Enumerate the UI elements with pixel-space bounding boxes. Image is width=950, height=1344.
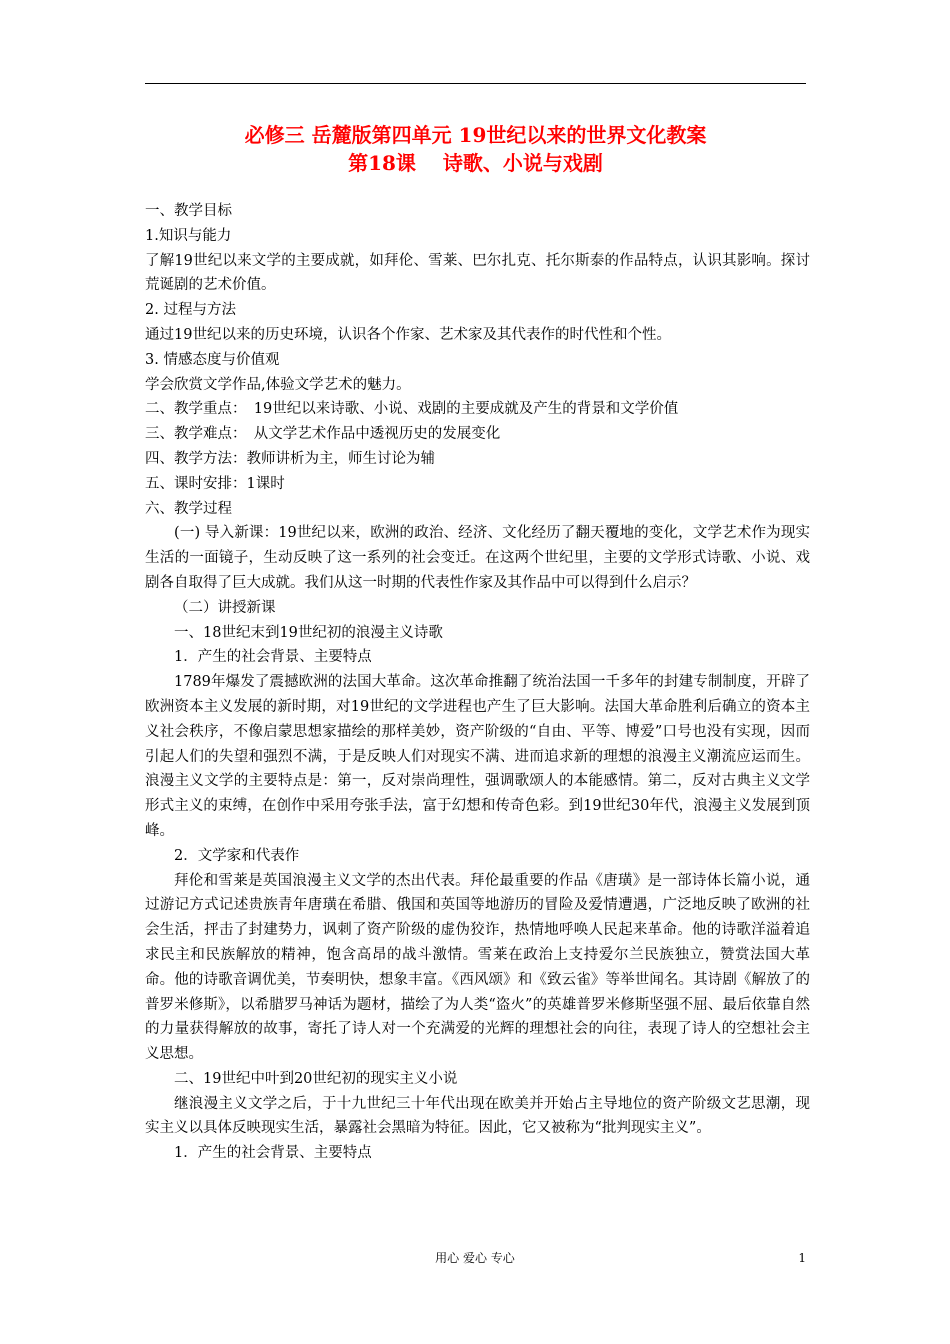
- paragraph: 2．文学家和代表作: [174, 847, 300, 864]
- header-rule: [145, 83, 806, 84]
- paragraph: 五、课时安排：1课时: [145, 475, 285, 492]
- page-number: 1: [798, 1251, 806, 1265]
- paragraph: 1.知识与能力: [145, 227, 232, 244]
- paragraph: 3. 情感态度与价值观: [145, 351, 280, 368]
- document-title: 必修三 岳麓版第四单元 19世纪以来的世界文化教案: [244, 123, 707, 147]
- footer-slogan: 用心 爱心 专心: [435, 1251, 515, 1265]
- paragraph: 通过19世纪以来的历史环境，认识各个作家、艺术家及其代表作的时代性和个性。: [145, 326, 671, 343]
- paragraph: 拜伦和雪莱是英国浪漫主义文学的杰出代表。拜伦最重要的作品《唐璜》是一部诗体长篇小说，通过游记方式记述贵族青年唐璜在希腊、俄国和英国等地游历的冒险及爱情遭遇，广泛地反映了欧洲的社会生活，抨击了封建势力，讽刺了资产阶级的虚伪狡诈，热情地呼唤人民起来革命。他的诗歌洋溢着追求民主和民族解放的精神，饱含高昂的战斗激情。雪莱在政治上支持爱尔兰民族独立，赞赏法国大革命。他的诗歌音调优美，节奏明快，想象丰富。《西风颂》和《致云雀》等举世闻名。其诗剧《解放了的普罗米修斯》，以希腊罗马神话为题材，描绘了为人类“盗火”的英雄普罗米修斯坚强不屈、最后依靠自然的力量获得解放的故事，寄托了诗人对一个充满爱的光辉的理想社会的向往，表现了诗人的空想社会主义思想。: [145, 872, 810, 1063]
- paragraph: 一、教学目标: [145, 203, 232, 219]
- paragraph: 2. 过程与方法: [145, 302, 236, 319]
- paragraph: 二、教学重点： 19世纪以来诗歌、小说、戏剧的主要成就及产生的背景和文学价值: [145, 401, 679, 418]
- document-body: [145, 199, 810, 1166]
- paragraph: 一、18世纪末到19世纪初的浪漫主义诗歌: [174, 624, 443, 641]
- lesson-title: 第18课 诗歌、小说与戏剧: [348, 151, 603, 175]
- paragraph: 学会欣赏文学作品,体验文学艺术的魅力。: [145, 376, 411, 393]
- paragraph: （二）讲授新课: [174, 599, 276, 616]
- paragraph: 1789年爆发了震撼欧洲的法国大革命。这次革命推翻了统治法国一千多年的封建专制制度，开辟了欧洲资本主义发展的新时期，对19世纪的文学进程也产生了巨大影响。法国大革命胜利后确立的资本主义社会秩序，不像启蒙思想家描绘的那样美妙，资产阶级的“自由、平等、博爱”口号也没有实现，因而引起人们的失望和强烈不满，于是反映人们对现实不满、进而追求新的理想的浪漫主义潮流应运而生。浪漫主义文学的主要特点是：第一，反对崇尚理性，强调歌颂人的本能感情。第二，反对古典主义文学形式主义的束缚，在创作中采用夸张手法，富于幻想和传奇色彩。到19世纪30年代，浪漫主义发展到顶峰。: [145, 674, 810, 839]
- paragraph: 六、教学过程: [145, 500, 232, 517]
- paragraph: 1．产生的社会背景、主要特点: [174, 1145, 372, 1162]
- paragraph: 了解19世纪以来文学的主要成就，如拜伦、雪莱、巴尔扎克、托尔斯泰的作品特点，认识其影响。探讨荒诞剧的艺术价值。: [145, 252, 810, 294]
- paragraph: (一) 导入新课：19世纪以来，欧洲的政治、经济、文化经历了翻天覆地的变化，文学艺术作为现实生活的一面镜子，生动反映了这一系列的社会变迁。在这两个世纪里，主要的文学形式诗歌、小说、戏剧各自取得了巨大成就。我们从这一时期的代表性作家及其作品中可以得到什么启示？: [145, 525, 810, 591]
- paragraph: 三、教学难点： 从文学艺术作品中透视历史的发展变化: [145, 426, 501, 443]
- paragraph: 继浪漫主义文学之后，于十九世纪三十年代出现在欧美并开始占主导地位的资产阶级文艺思潮，现实主义以具体反映现实生活，暴露社会黑暗为特征。因此，它又被称为“批判现实主义”。: [145, 1095, 810, 1137]
- paragraph: 二、19世纪中叶到20世纪初的现实主义小说: [174, 1070, 458, 1087]
- paragraph: 四、教学方法：教师讲析为主，师生讨论为辅: [145, 450, 435, 467]
- paragraph: 1．产生的社会背景、主要特点: [174, 649, 372, 666]
